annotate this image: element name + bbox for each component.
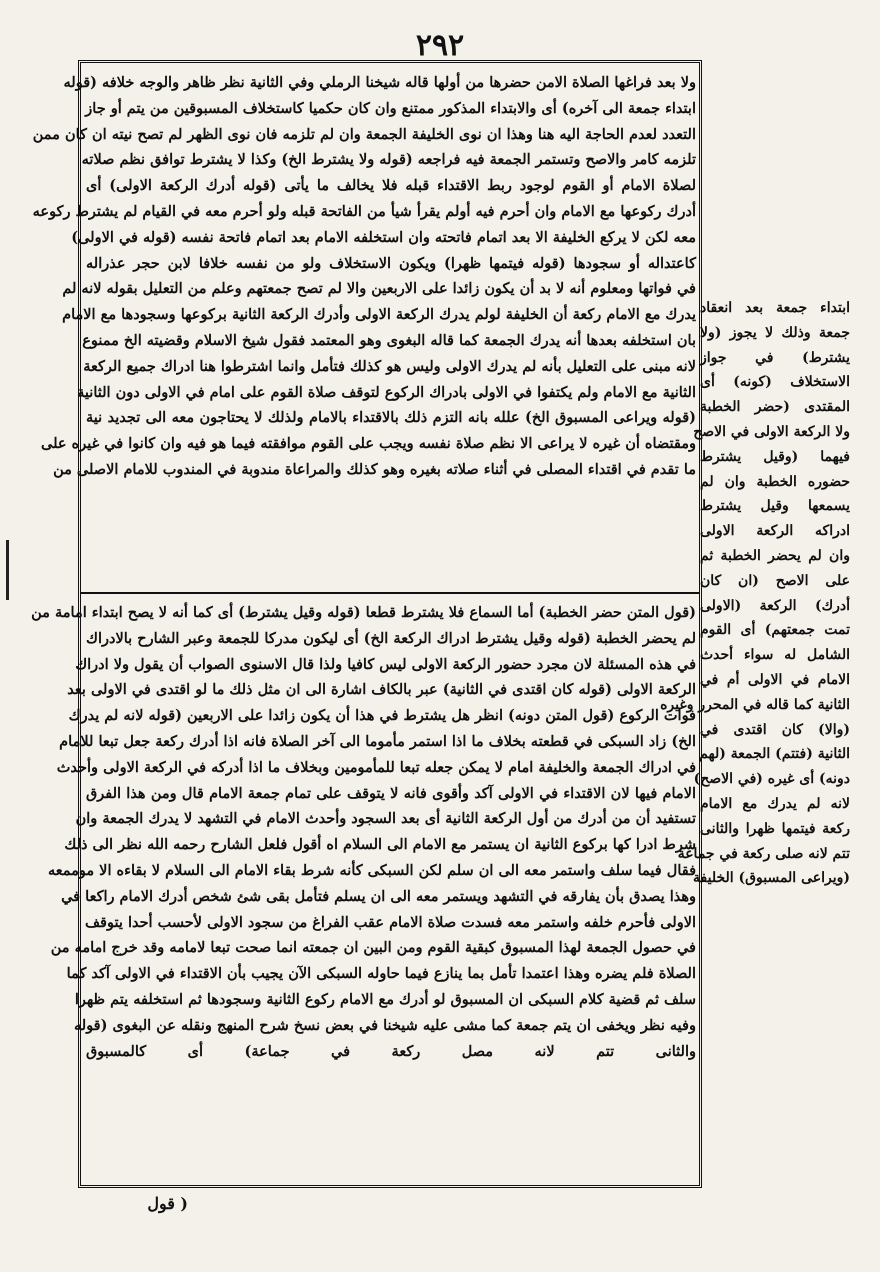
commentary-line: في حصول الجمعة لهذا المسبوق كبقية القوم ومن البين ان جمعته انما صحت تبعا لامامه وقد خرج امامه من (50, 939, 696, 957)
text-line: في فواتها ومعلوم أنه لا بد أن يكون زائدا على الاربعين والا لم تصح جمعتهم وعلم من التعليل بقوله لانه لم (62, 280, 696, 298)
commentary-line: سلف ثم قضية كلام السبكى ان المسبوق لو أدرك مع الامام ركوع الثانية وسجودها ثم استخلفه يتم ظهرا (74, 990, 696, 1008)
margin-line: المقتدى (حضر الخطبة (700, 399, 850, 416)
page-number: ٢٩٢ (415, 28, 465, 63)
text-line: الثانية مع الامام ولم يكتفوا في الاولى بادراك الركوع لتوقف صلاة القوم على امام في الاولى دون الثانية (77, 383, 696, 401)
margin-line: يشترط) في جواز (700, 349, 850, 366)
text-line: بان استخلفه بعدها أنه يدرك الجمعة كما قاله البغوى وهو المعتمد فقول شيخ الاسلام وقضيته الخ ممنوع (82, 331, 696, 349)
commentary-line: الركعة الاولى (قوله كان اقتدى في الثانية) عبر بالكاف اشارة الى ان مثل ذلك ما لو اقتدى في الاولى بعد (67, 681, 696, 699)
margin-line: فيهما (وقيل يشترط (700, 448, 850, 465)
commentary-line: لم يحضر الخطبة (قوله وقيل يشترط ادراك الركعة الخ) أى ليكون مدركا للجمعة وعبر الشارح بالادراك (86, 629, 696, 647)
section-divider (81, 592, 699, 594)
text-line: يدرك مع الامام ركعة أن الخليفة لولم يدرك الركعة الاولى وأدرك الركعة الثانية بركوعها وسجودها مع الامام (62, 306, 696, 324)
text-line: تلزمه كامر والاصح وتستمر الجمعة فيه فراجعه (قوله ولا يشترط الخ) وكذا لا يشترط توافق نظم صلاته (81, 151, 696, 169)
commentary-block (31, 600, 696, 1180)
margin-line: ادراكه الركعة الاولى (700, 523, 850, 540)
binding-mark (6, 540, 9, 600)
margin-line: الثانية كما قاله في المحرر وغيره (660, 696, 850, 713)
commentary-line: الامام فيها لان الاقتداء في الاولى آكد وأقوى فانه لا يتوقف على تمام جمعة الامام قال ومن هذا الفرق (86, 784, 696, 802)
margin-line: جمعة وذلك لا يجوز (ولا (700, 324, 850, 341)
margin-line: ولا الركعة الاولى في الاصح (693, 423, 850, 440)
margin-line: دونه) أى غيره (في الاصح) (693, 771, 850, 788)
margin-line: تمت جمعتهم) أى القوم (700, 622, 850, 639)
commentary-line: فقال فيما سلف واستمر معه الى ان سلم لكن السبكى كأنه شرط بقاء الامام الى السلام لا بقاءه الا موممعه (47, 861, 696, 879)
text-line: (قوله ويراعى المسبوق الخ) علله بانه التزم ذلك بالاقتداء بالامام ولذلك لا يحتاجون معه الى تجديد نية (86, 409, 696, 427)
commentary-line: الاولى فأحرم خلفه واستمر معه فسدت صلاة الامام عقب الفراغ من سجود الاولى لأحسب أحدا يتوقف (85, 913, 696, 931)
text-line: معه لكن لا يركع الخليفة الا بعد اتمام فاتحته وان استخلفه الامام بعد اتمام فاتحة نفسه (قوله في الاولى) (71, 228, 696, 246)
text-line: لانه مبنى على التعليل بأنه لم يدرك الاولى وليس هو كذلك فتأمل وانما اشترطوا هنا ادراك جميع الركعة (83, 357, 696, 375)
commentary-line: الصلاة فلم يضره وهذا اعتمدا تأمل بما ينازع فيما حاوله السبكى الآن يجيب بأن الاقتداء في الاولى آكد كما (66, 965, 696, 983)
commentary-line: شرط ادرا كها بركوع الثانية ان يستمر مع الامام الى السلام اه أقول فلعل الشارح رحمه الله نظر الى ذلك (64, 836, 696, 854)
text-line: كاعتداله أو سجودها (قوله فيتمها ظهرا) ويكون الاستخلاف ولو من نفسه خلافا لابن حجر عذراله (86, 254, 696, 272)
margin-line: الشامل له سواء أحدث (700, 647, 850, 664)
margin-line: أدرك) الركعة (الاولى (700, 597, 850, 614)
margin-line: تتم لانه صلى ركعة في جماعة (677, 845, 850, 862)
commentary-line: وهذا يصدق بأن يفارقه في التشهد ويستمر معه الى ان يسلم فتأمل بقى شئ شخص أدرك الامام راكعا في (61, 887, 696, 905)
margin-line: وان لم يحضر الخطبة ثم (700, 547, 850, 564)
text-line: لصلاة الامام أو القوم لوجود ربط الاقتداء قبله فلا يخالف ما يأتى (قوله أدرك الركعة الاولى) أى (86, 177, 696, 195)
margin-line: حضوره الخطبة وان لم (700, 473, 850, 490)
margin-line: على الاصح (ان كان (700, 572, 850, 589)
text-line: ومقتضاه أن غيره لا يراعى الا نظم صلاة نفسه ويجب على القوم موافقته فيما هو فيه وان كانوا في غيره على (41, 435, 696, 453)
commentary-line: الخ) زاد السبكى في قطعته بخلاف ما اذا استمر مأموما الى آخر الصلاة فانه اذا أدرك ركعة جعل تبعا للامام (59, 732, 696, 750)
margin-line: ركعة فيتمها ظهرا والثانى (700, 820, 850, 837)
margin-line: لانه لم يدرك مع الامام (700, 795, 850, 812)
commentary-line: تستفيد أن من أدرك من أول الركعة الثانية أى بعد السجود وأحدث الامام في التشهد لا يدرك الجمعة وان (75, 810, 696, 828)
margin-line: الثانية (فتتم) الجمعة (لهم (699, 746, 850, 763)
commentary-line: (قول المتن حضر الخطبة) أما السماع فلا يشترط قطعا (قوله وقيل يشترط) أى كما أنه لا يصح ابتداء امامة من (31, 604, 696, 621)
text-line: أدرك ركوعها مع الامام وان أحرم فيه أولم يقرأ شيأ من الفاتحة قبله ولو أحرم معه في القيام لم يشترط ركوعه (32, 202, 696, 220)
text-line: ما تقدم في اقتداء المصلى في أثناء صلاته بغيره وهو كذلك والمراعاة مندوبة في المندوب للامام الاصلى من (53, 460, 696, 478)
margin-line: ابتداء جمعة بعد انعقاد (700, 300, 850, 316)
text-line: التعدد لعدم الحاجة اليه هنا وهذا ان نوى الخليفة الجمعة وان لم تلزمه فان نوى الظهر لم تصح نيته ان كان ممن (32, 125, 696, 143)
catchword: ( قول (147, 1194, 188, 1213)
main-text-block (32, 70, 696, 590)
margin-line: (والا) كان اقتدى في (700, 721, 850, 738)
margin-line: يسمعها وقيل يشترط (700, 498, 850, 515)
commentary-line: والثانى تتم لانه مصل ركعة في جماعة) أى كالمسبوق (86, 1042, 696, 1060)
margin-gloss (660, 296, 860, 887)
margin-line: الامام في الاولى أم في (700, 671, 850, 688)
commentary-line: فوات الركوع (قول المتن دونه) انظر هل يشترط في هذا أن يكون زائدا على الاربعين (قوله لانه لم يدرك (68, 707, 696, 725)
text-line: ولا بعد فراغها الصلاة الامن حضرها من أولها قاله شيخنا الرملي وفي الثانية نظر ظاهر والوجه خلافه (قوله (63, 74, 696, 91)
text-line: ابتداء جمعة الى آخره) أى والابتداء المذكور ممتنع وان كان حكميا كاستخلاف المسبوقين من يتم أو جاز (85, 99, 696, 117)
margin-line: الاستخلاف (كونه) أى (700, 374, 850, 391)
margin-line: (ويراعى المسبوق) الخليفة (693, 870, 850, 887)
commentary-line: في هذه المسئلة لان مجرد حضور الركعة الاولى ليس كافيا ولذا قال الاسنوى الصواب أن يقول ولا ادراك (75, 655, 696, 673)
commentary-line: في ادراك الجمعة والخليفة امام لا يمكن جعله تبعا للمأمومين وبخلاف ما اذا أدركه في الركعة الاولى وأحدث (56, 758, 696, 776)
commentary-line: وفيه نظر ويخفى ان يتم جمعة كما مشى عليه شيخنا في بعض نسخ شرح المنهج ونقله عن البغوى (قوله (74, 1016, 696, 1034)
